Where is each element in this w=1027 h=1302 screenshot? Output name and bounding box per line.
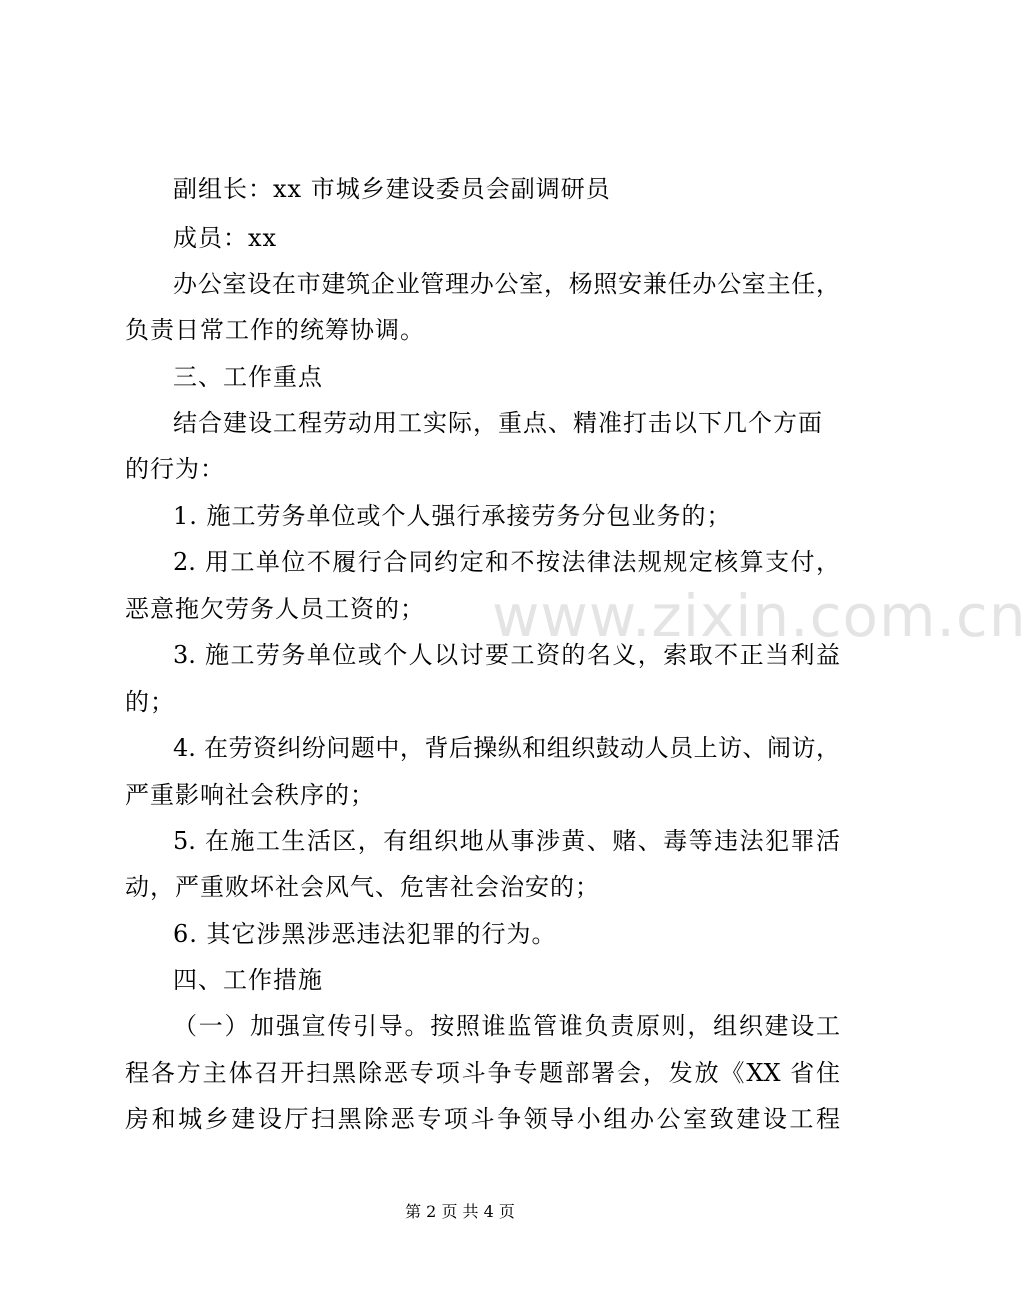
watermark: www.zixin.com.cn [492,582,1027,650]
section-heading: 四、工作措施 [173,966,323,994]
text-line: 程各方主体召开扫黑除恶专项斗争专题部署会，发放《XX 省住 [125,1059,840,1087]
text-line: 结合建设工程劳动用工实际，重点、精准打击以下几个方面 [173,409,823,437]
list-item: 5. 在施工生活区，有组织地从事涉黄、赌、毒等违法犯罪活 [173,827,840,855]
list-item: 3. 施工劳务单位或个人以讨要工资的名义，索取不正当利益 [173,641,840,669]
text-line: 成员：xx [173,224,278,252]
text-line: 负责日常工作的统筹协调。 [125,316,425,344]
text-line: 副组长：xx 市城乡建设委员会副调研员 [173,175,611,203]
text-line: 的行为： [125,455,225,483]
text-line: 房和城乡建设厅扫黑除恶专项斗争领导小组办公室致建设工程 [125,1105,840,1133]
list-item: 4. 在劳资纠纷问题中，背后操纵和组织鼓动人员上访、闹访， [173,734,840,762]
section-heading: 三、工作重点 [173,363,323,391]
page-footer: 第 2 页 共 4 页 [405,1202,515,1221]
text-line: 动，严重败坏社会风气、危害社会治安的； [125,873,600,901]
text-line: 严重影响社会秩序的； [125,781,375,809]
list-item: 2. 用工单位不履行合同约定和不按法律法规规定核算支付， [173,548,840,576]
text-line: 的； [125,688,175,716]
text-line: 恶意拖欠劳务人员工资的； [125,595,425,623]
list-item: 6. 其它涉黑涉恶违法犯罪的行为。 [173,920,557,948]
list-item: 1. 施工劳务单位或个人强行承接劳务分包业务的； [173,502,732,530]
text-line: （一）加强宣传引导。按照谁监管谁负责原则，组织建设工 [173,1012,840,1040]
text-line: 办公室设在市建筑企业管理办公室，杨照安兼任办公室主任， [173,270,840,298]
